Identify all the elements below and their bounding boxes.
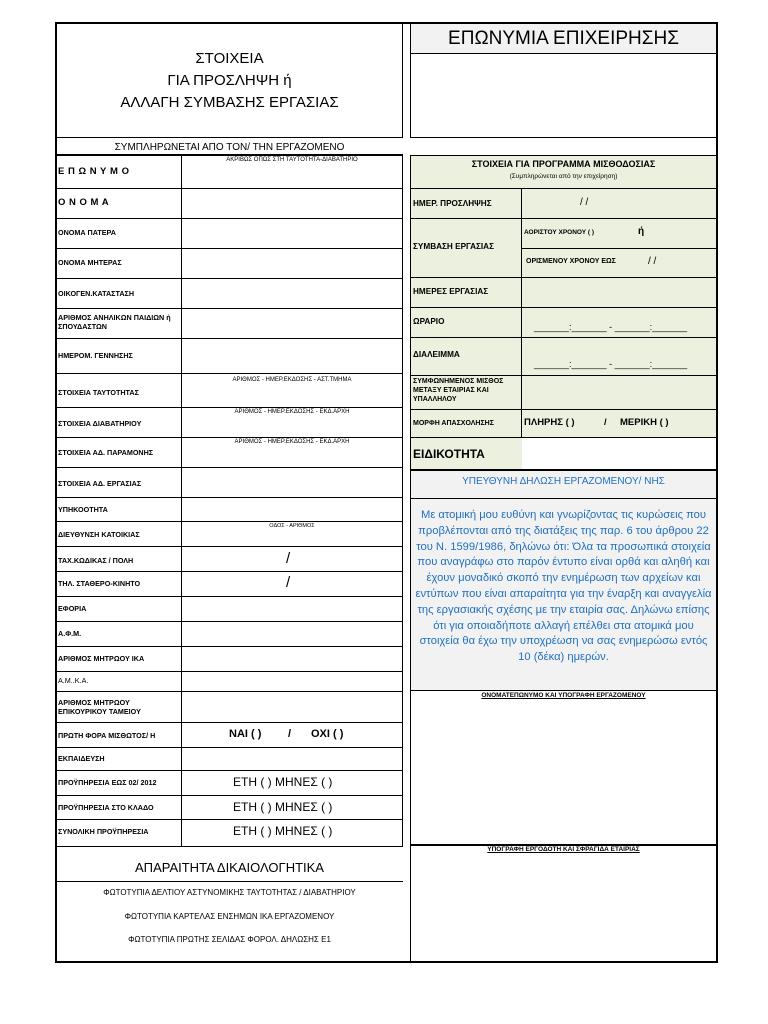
label-nationality: ΥΠΗΚΟΟΤΗΤΑ — [58, 505, 108, 514]
label-amka: Α.Μ..Κ.Α. — [58, 676, 89, 685]
label-experience-total: ΣΥΝΟΛΙΚΗ ΠΡΟΫΠΗΡΕΣΙΑ — [58, 827, 149, 836]
label-hire-date: ΗΜΕΡ. ΠΡΟΣΛΗΨΗΣ — [413, 199, 492, 208]
first-name-field[interactable] — [182, 189, 402, 218]
afm-field[interactable] — [182, 622, 402, 646]
title-line-3: ΑΛΛΑΓΗ ΣΥΜΒΑΣΗΣ ΕΡΓΑΣΙΑΣ — [120, 94, 339, 111]
label-phone: ΤΗΛ. ΣΤΑΘΕΡΟ-ΚΙΝΗΤΟ — [58, 579, 141, 588]
label-afm: Α.Φ.Μ. — [58, 629, 82, 638]
postcode-city-field[interactable] — [182, 547, 402, 571]
passport-sub-label: ΑΡΙΘΜΟΣ - ΗΜΕΡ.ΕΚΔΟΣΗΣ - ΕΚΔ.ΑΡΧΗ — [234, 409, 350, 415]
payroll-header: ΣΤΟΙΧΕΙΑ ΓΙΑ ΠΡΟΓΡΑΜΜΑ ΜΙΣΘΟΔΟΣΙΑΣ — [471, 159, 656, 169]
specialty-field[interactable] — [522, 438, 716, 469]
first-time-yes[interactable]: ΝΑΙ ( ) — [229, 728, 262, 740]
label-first-time: ΠΡΩΤΗ ΦΟΡΑ ΜΙΣΘΩΤΟΣ/ Η — [58, 731, 156, 740]
indefinite-contract-option[interactable]: ΑΟΡΙΣΤΟΥ ΧΡΟΝΟΥ ( ) — [524, 229, 595, 236]
label-marital-status: ΟΙΚΟΓΕΝ.ΚΑΤΑΣΤΑΣΗ — [58, 289, 135, 298]
label-mother-name: ΟΝΟΜΑ ΜΗΤΕΡΑΣ — [58, 258, 122, 267]
label-tax-office: ΕΦΟΡΙΑ — [58, 604, 87, 613]
address-field[interactable] — [182, 531, 402, 546]
documents-header: ΑΠΑΡΑΙΤΗΤΑ ΔΙΚΑΙΟΛΟΓΗΤΙΚΑ — [135, 860, 324, 875]
label-address: ΔΙΕΥΘΥΝΣΗ ΚΑΤΟΙΚΙΑΣ — [58, 530, 140, 539]
nationality-field[interactable] — [182, 498, 402, 521]
label-children-count: ΑΡΙΘΜΟΣ ΑΝΗΛΙΚΩΝ ΠΑΙΔΙΩΝ ή ΣΠΟΥΔΑΣΤΩΝ — [58, 313, 171, 331]
education-field[interactable] — [182, 748, 402, 770]
hire-date-field[interactable]: / / — [580, 197, 589, 208]
phone-slash: / — [286, 574, 291, 591]
label-work-days: ΗΜΕΡΕΣ ΕΡΓΑΣΙΑΣ — [413, 287, 489, 296]
tax-office-field[interactable] — [182, 597, 402, 621]
label-break: ΔΙΑΛΕΙΜΜΑ — [413, 350, 460, 359]
label-contract: ΣΥΜΒΑΣΗ ΕΡΓΑΣΙΑΣ — [413, 242, 494, 251]
label-schedule: ΩΡΑΡΙΟ — [413, 317, 445, 326]
mother-name-field[interactable] — [182, 249, 402, 278]
children-count-field[interactable] — [182, 309, 402, 338]
declaration-header: ΥΠΕΥΘΥΝΗ ΔΗΛΩΣΗ ΕΡΓΑΖΟΜΕΝΟΥ/ ΝΗΣ — [462, 476, 665, 487]
address-sub-label: ΟΔΟΣ - ΑΡΙΘΜΟΣ — [269, 523, 315, 529]
company-header — [411, 24, 716, 54]
surname-field[interactable] — [182, 165, 402, 188]
declaration-text: Με ατομική μου ευθύνη και γνωρίζοντας τις κυρώσεις που προβλέπονται από της διατάξεις της παρ. 6 του άρθρου 22 του Ν. 1599/1986, δηλώνω ότι: Όλα τα προσωπικά στοιχεία που αναγράφω στο παρόν έντυπο είναι ορθά και αληθή και έχουν μοναδικό σκοπό την ενημέρωση των αρχείων και εντύπων που είναι απαραίτητα για την έναρξη και αναγγελία της εργασιακής σχέσης με την εταιρία σας. Δηλώνω επίσης ότι για οποιαδήποτε αλλαγή επέλθει στα ατομικά μου στοιχεία θα έχω την υποχρέωση να σας ενημερώσω εντός 10 (δέκα) ημερών. — [415, 509, 712, 664]
birth-date-field[interactable] — [182, 339, 402, 373]
label-education: ΕΚΠΑΙΔΕΥΣΗ — [58, 754, 105, 763]
first-time-no[interactable]: ΟΧΙ ( ) — [311, 728, 344, 740]
label-postcode-city: ΤΑΧ.ΚΩΔΙΚΑΣ / ΠΟΛΗ — [58, 556, 134, 565]
company-header-text: ΕΠΩΝΥΜΙΑ ΕΠΙΧΕΙΡΗΣΗΣ — [448, 28, 679, 49]
experience-total-value[interactable]: ΕΤΗ ( ) ΜΗΝΕΣ ( ) — [233, 824, 333, 838]
experience-2012-value[interactable]: ΕΤΗ ( ) ΜΗΝΕΣ ( ) — [233, 775, 333, 789]
surname-note: ΑΚΡΙΒΩΣ ΟΠΩΣ ΣΤΗ ΤΑΥΤΟΤΗΤΑ-ΔΙΑΒΑΤΗΡΙΟ — [226, 157, 358, 163]
company-name-field[interactable] — [411, 55, 716, 137]
label-experience-sector: ΠΡΟΫΠΗΡΕΣΙΑ ΣΤΟ ΚΛΑΔΟ — [58, 803, 154, 812]
id-card-field[interactable] — [182, 386, 402, 407]
document-item-2: ΦΩΤΟΤΥΠΙΑ ΚΑΡΤΕΛΑΣ ΕΝΣΗΜΩΝ ΙΚΑ ΕΡΓΑΖΟΜΕΝΟΥ — [124, 912, 335, 921]
employee-section-header: ΣΥΜΠΛΗΡΩΝΕΤΑΙ ΑΠΟ ΤΟΝ/ ΤΗΝ ΕΡΓΑΖΟΜΕΝΟ — [114, 142, 345, 153]
schedule-time-range[interactable]: _______:_______ - _______:_______ — [534, 322, 688, 332]
passport-field[interactable] — [182, 417, 402, 437]
label-residence-permit: ΣΤΟΙΧΕΙΑ ΑΔ. ΠΑΡΑΜΟΝΗΣ — [58, 448, 154, 457]
label-agreed-salary: ΣΥΜΦΩΝΗΜΕΝΟΣ ΜΙΣΘΟΣ ΜΕΤΑΞΥ ΕΤΑΙΡΙΑΣ ΚΑΙ ΥΠΑΛΛΗΛΟΥ — [413, 378, 504, 403]
experience-sector-value[interactable]: ΕΤΗ ( ) ΜΗΝΕΣ ( ) — [233, 800, 333, 814]
payroll-subheader: (Συμπληρώνεται από την επιχείρηση) — [509, 173, 618, 180]
fixed-term-contract-option[interactable]: ΟΡΙΣΜΕΝΟΥ ΧΡΟΝΟΥ ΕΩΣ — [526, 258, 616, 265]
aux-fund-field[interactable] — [182, 692, 402, 722]
residence-permit-field[interactable] — [182, 447, 402, 467]
label-surname: Ε Π Ω Ν Υ Μ Ο — [58, 166, 130, 177]
contract-or: ή — [638, 226, 645, 237]
document-item-1: ΦΩΤΟΤΥΠΙΑ ΔΕΛΤΙΟΥ ΑΣΤΥΝΟΜΙΚΗΣ ΤΑΥΤΟΤΗΤΑΣ / ΔΙΑΒΑΤΗΡΙΟΥ — [103, 888, 356, 897]
first-time-sep: / — [288, 728, 292, 740]
title-line-2: ΓΙΑ ΠΡΟΣΛΗΨΗ ή — [167, 72, 292, 89]
phone-field[interactable] — [182, 572, 402, 596]
id-card-sub-label: ΑΡΙΘΜΟΣ - ΗΜΕΡ.ΕΚΔΟΣΗΣ - ΑΣΤ.ΤΜΗΜΑ — [232, 377, 352, 383]
postcode-slash: / — [286, 550, 291, 567]
label-experience-2012: ΠΡΟΫΠΗΡΕΣΙΑ ΕΩΣ 02/ 2012 — [58, 778, 157, 787]
label-ika-number: ΑΡΙΘΜΟΣ ΜΗΤΡΩΟΥ ΙΚΑ — [58, 654, 145, 663]
title-block — [56, 23, 403, 138]
amka-field[interactable] — [182, 672, 402, 691]
work-permit-field[interactable] — [182, 468, 402, 497]
label-birth-date: ΗΜΕΡΟΜ. ΓΕΝΝΗΣΗΣ — [58, 351, 133, 360]
marital-status-field[interactable] — [182, 279, 402, 308]
break-time-range[interactable]: _______:_______ - _______:_______ — [534, 359, 688, 369]
employee-signature-area[interactable] — [411, 702, 716, 844]
label-employment-type: ΜΟΡΦΗ ΑΠΑΣΧΟΛΗΣΗΣ — [413, 420, 494, 427]
label-id-card: ΣΤΟΙΧΕΙΑ ΤΑΥΤΟΤΗΤΑΣ — [58, 388, 139, 397]
ika-number-field[interactable] — [182, 647, 402, 671]
work-days-field[interactable] — [522, 278, 716, 307]
employment-partial-option[interactable]: ΜΕΡΙΚΗ ( ) — [620, 417, 669, 428]
label-first-name: Ο Ν Ο Μ Α — [58, 197, 110, 208]
document-item-3: ΦΩΤΟΤΥΠΙΑ ΠΡΩΤΗΣ ΣΕΛΙΔΑΣ ΦΟΡΟΛ. ΔΗΛΩΣΗΣ Ε1 — [128, 935, 331, 944]
label-specialty: ΕΙΔΙΚΟΤΗΤΑ — [413, 447, 485, 461]
father-name-field[interactable] — [182, 219, 402, 248]
title-line-1: ΣΤΟΙΧΕΙΑ — [195, 50, 264, 67]
label-father-name: ΟΝΟΜΑ ΠΑΤΕΡΑ — [58, 228, 116, 237]
label-passport: ΣΤΟΙΧΕΙΑ ΔΙΑΒΑΤΗΡΙΟΥ — [58, 419, 142, 428]
employer-signature-label: ΥΠΟΓΡΑΦΗ ΕΡΓΟΔΟΤΗ ΚΑΙ ΣΦΡΑΓΙΔΑ ΕΤΑΙΡΙΑΣ — [487, 846, 640, 853]
employment-sep: / — [604, 417, 607, 428]
label-aux-fund: ΑΡΙΘΜΟΣ ΜΗΤΡΩΟΥ ΕΠΙΚΟΥΡΙΚΟΥ ΤΑΜΕΙΟΥ — [58, 698, 141, 716]
employee-signature-label: ΟΝΟΜΑΤΕΠΩΝΥΜΟ ΚΑΙ ΥΠΟΓΡΑΦΗ ΕΡΓΑΖΟΜΕΝΟΥ — [481, 692, 646, 699]
fixed-term-end-date[interactable]: / / — [648, 256, 657, 267]
residence-sub-label: ΑΡΙΘΜΟΣ - ΗΜΕΡ.ΕΚΔΟΣΗΣ - ΕΚΔ.ΑΡΧΗ — [234, 439, 350, 445]
employer-signature-area[interactable] — [411, 856, 716, 961]
employment-full-option[interactable]: ΠΛΗΡΗΣ ( ) — [524, 417, 575, 428]
agreed-salary-field[interactable] — [522, 376, 716, 409]
label-work-permit: ΣΤΟΙΧΕΙΑ ΑΔ. ΕΡΓΑΣΙΑΣ — [58, 479, 142, 488]
